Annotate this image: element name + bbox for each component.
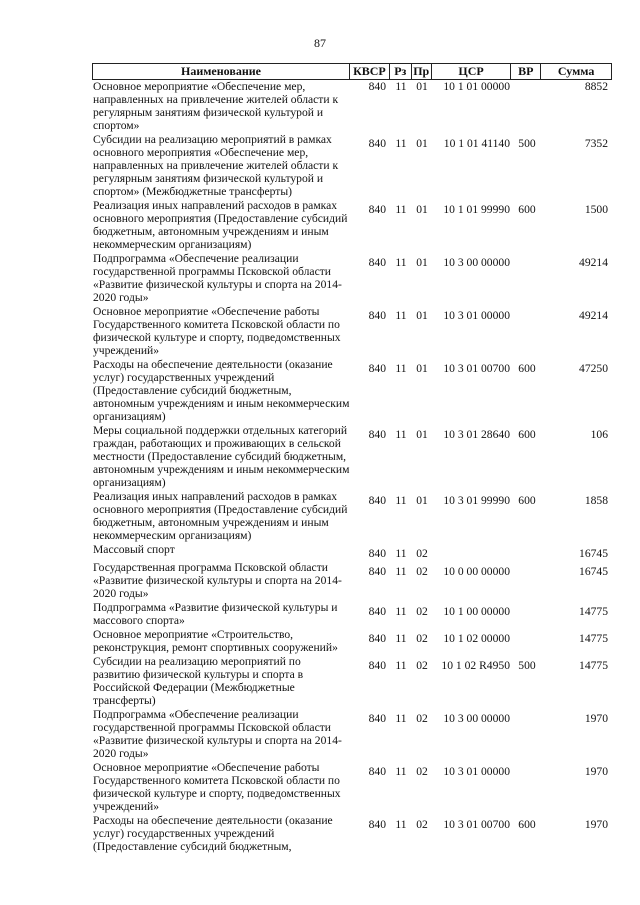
page-number: 87 bbox=[314, 36, 326, 50]
table-body bbox=[92, 80, 612, 853]
cell-csr: 10 0 00 00000 bbox=[443, 565, 510, 578]
header-vr: ВР bbox=[511, 64, 541, 79]
cell-name: Расходы на обеспечение деятельности (оказание услуг) государственных учреждений (Предоставление субсидий бюджетным, автономным учреждениям и иным некоммерческим организациям) bbox=[93, 358, 350, 423]
cell-kvsr: 840 bbox=[368, 203, 386, 216]
cell-rz: 11 bbox=[395, 712, 407, 725]
header-pr: Пр bbox=[412, 64, 432, 79]
cell-vr bbox=[512, 628, 542, 654]
cell-vr: 600 bbox=[518, 818, 536, 831]
cell-vr bbox=[512, 305, 542, 357]
cell-pr: 01 bbox=[416, 203, 428, 216]
cell-pr: 01 bbox=[416, 428, 428, 441]
cell-vr: 600 bbox=[518, 428, 536, 441]
cell-rz: 11 bbox=[395, 362, 407, 375]
cell-csr: 10 3 00 00000 bbox=[443, 256, 510, 269]
cell-sum: 49214 bbox=[579, 309, 608, 322]
cell-pr: 02 bbox=[416, 565, 428, 578]
cell-rz: 11 bbox=[395, 818, 407, 831]
table-header bbox=[92, 63, 612, 80]
cell-kvsr: 840 bbox=[368, 494, 386, 507]
table-row bbox=[92, 358, 612, 423]
cell-csr: 10 1 02 00000 bbox=[443, 632, 510, 645]
cell-kvsr: 840 bbox=[368, 362, 386, 375]
cell-csr bbox=[432, 543, 512, 560]
cell-pr: 01 bbox=[416, 256, 428, 269]
cell-name: Реализация иных направлений расходов в рамках основного мероприятия (Предоставление субсидий бюджетным, автономным учреждениям и иным некоммерческим организациям) bbox=[93, 490, 348, 542]
cell-csr: 10 1 00 00000 bbox=[443, 605, 510, 618]
cell-rz: 11 bbox=[395, 765, 407, 778]
cell-name: Подпрограмма «Обеспечение реализации государственной программы Псковской области «Развитие физической культуры и спорта на 2014-2020 годы» bbox=[93, 252, 342, 304]
cell-sum: 8852 bbox=[584, 80, 608, 93]
cell-pr: 02 bbox=[416, 765, 428, 778]
cell-rz: 11 bbox=[395, 203, 407, 216]
table-row bbox=[92, 490, 612, 542]
table-row bbox=[92, 80, 612, 132]
cell-pr: 02 bbox=[416, 605, 428, 618]
cell-vr bbox=[512, 543, 542, 560]
cell-kvsr: 840 bbox=[368, 765, 386, 778]
cell-vr bbox=[512, 601, 542, 627]
cell-sum: 47250 bbox=[579, 362, 608, 375]
cell-sum: 16745 bbox=[579, 565, 608, 578]
cell-vr bbox=[512, 80, 542, 132]
cell-vr: 500 bbox=[518, 137, 536, 150]
cell-pr: 02 bbox=[416, 659, 428, 672]
cell-kvsr: 840 bbox=[368, 565, 386, 578]
cell-sum: 7352 bbox=[584, 137, 608, 150]
cell-pr: 01 bbox=[416, 80, 428, 93]
cell-csr: 10 3 01 99990 bbox=[443, 494, 510, 507]
cell-kvsr: 840 bbox=[368, 256, 386, 269]
cell-vr: 600 bbox=[518, 494, 536, 507]
cell-name: Основное мероприятие «Обеспечение работы Государственного комитета Псковской области по физической культуре и спорту, подведомственных учреждений» bbox=[93, 305, 341, 357]
cell-pr: 01 bbox=[416, 494, 428, 507]
cell-rz: 11 bbox=[395, 494, 407, 507]
budget-table bbox=[92, 63, 612, 854]
table-row bbox=[92, 761, 612, 813]
cell-kvsr: 840 bbox=[368, 818, 386, 831]
cell-sum: 1970 bbox=[584, 818, 608, 831]
cell-name: Основное мероприятие «Строительство, реконструкция, ремонт спортивных сооружений» bbox=[93, 628, 338, 654]
cell-kvsr: 840 bbox=[368, 80, 386, 93]
cell-sum: 1970 bbox=[584, 765, 608, 778]
cell-pr: 02 bbox=[416, 547, 428, 560]
table-row bbox=[92, 655, 612, 707]
cell-rz: 11 bbox=[395, 547, 407, 560]
cell-rz: 11 bbox=[395, 428, 407, 441]
header-name: Наименование bbox=[93, 64, 350, 79]
table-row bbox=[92, 708, 612, 760]
cell-sum: 14775 bbox=[579, 659, 608, 672]
cell-kvsr: 840 bbox=[368, 659, 386, 672]
table-row bbox=[92, 601, 612, 627]
table-row bbox=[92, 199, 612, 251]
cell-sum: 1970 bbox=[584, 712, 608, 725]
table-row bbox=[92, 252, 612, 304]
cell-name: Субсидии на реализацию мероприятий в рамках основного мероприятия «Обеспечение мер, направленных на привлечение жителей области к регулярным занятиям физической культурой и спортом» (Межбюджетные трансферты) bbox=[93, 133, 339, 198]
table-row bbox=[92, 814, 612, 853]
cell-csr: 10 3 01 00000 bbox=[443, 765, 510, 778]
table-row bbox=[92, 561, 612, 600]
cell-rz: 11 bbox=[395, 137, 407, 150]
cell-pr: 01 bbox=[416, 309, 428, 322]
cell-kvsr: 840 bbox=[368, 547, 386, 560]
cell-pr: 02 bbox=[416, 632, 428, 645]
cell-rz: 11 bbox=[395, 632, 407, 645]
cell-kvsr: 840 bbox=[368, 309, 386, 322]
cell-vr bbox=[512, 708, 542, 760]
cell-name: Подпрограмма «Обеспечение реализации государственной программы Псковской области «Развитие физической культуры и спорта на 2014-2020 годы» bbox=[93, 708, 342, 760]
cell-vr bbox=[512, 761, 542, 813]
cell-name: Массовый спорт bbox=[93, 543, 175, 556]
cell-vr bbox=[512, 561, 542, 600]
cell-kvsr: 840 bbox=[368, 632, 386, 645]
cell-csr: 10 1 01 99990 bbox=[443, 203, 510, 216]
cell-vr: 600 bbox=[518, 203, 536, 216]
cell-csr: 10 3 01 28640 bbox=[443, 428, 510, 441]
cell-kvsr: 840 bbox=[368, 137, 386, 150]
cell-name: Реализация иных направлений расходов в рамках основного мероприятия (Предоставление субсидий бюджетным, автономным учреждениям и иным некоммерческим организациям) bbox=[93, 199, 348, 251]
table-row bbox=[92, 133, 612, 198]
cell-name: Основное мероприятие «Обеспечение работы Государственного комитета Псковской области по физической культуре и спорту, подведомственных учреждений» bbox=[93, 761, 341, 813]
cell-sum: 49214 bbox=[579, 256, 608, 269]
header-kvsr: КВСР bbox=[350, 64, 390, 79]
table-row bbox=[92, 543, 612, 560]
cell-rz: 11 bbox=[395, 605, 407, 618]
cell-csr: 10 1 01 00000 bbox=[443, 80, 510, 93]
header-sum: Сумма bbox=[557, 64, 595, 78]
cell-csr: 10 3 01 00700 bbox=[443, 818, 510, 831]
cell-rz: 11 bbox=[395, 565, 407, 578]
cell-kvsr: 840 bbox=[368, 428, 386, 441]
cell-sum: 14775 bbox=[579, 605, 608, 618]
cell-csr: 10 3 01 00700 bbox=[443, 362, 510, 375]
table-row bbox=[92, 305, 612, 357]
cell-name: Государственная программа Псковской области «Развитие физической культуры и спорта на 2014-2020 годы» bbox=[93, 561, 342, 600]
cell-csr: 10 1 01 41140 bbox=[443, 137, 510, 150]
cell-sum: 14775 bbox=[579, 632, 608, 645]
cell-csr: 10 1 02 R4950 bbox=[441, 659, 510, 672]
cell-pr: 01 bbox=[416, 137, 428, 150]
cell-name: Подпрограмма «Развитие физической культуры и массового спорта» bbox=[93, 601, 338, 627]
cell-sum: 16745 bbox=[579, 547, 608, 560]
cell-kvsr: 840 bbox=[368, 605, 386, 618]
cell-pr: 02 bbox=[416, 818, 428, 831]
cell-rz: 11 bbox=[395, 256, 407, 269]
cell-vr: 600 bbox=[518, 362, 536, 375]
header-csr: ЦСР bbox=[432, 64, 512, 79]
cell-pr: 02 bbox=[416, 712, 428, 725]
cell-pr: 01 bbox=[416, 362, 428, 375]
cell-csr: 10 3 01 00000 bbox=[443, 309, 510, 322]
cell-sum: 1500 bbox=[584, 203, 608, 216]
cell-kvsr: 840 bbox=[368, 712, 386, 725]
header-rz: Рз bbox=[390, 64, 412, 79]
cell-sum: 106 bbox=[590, 428, 608, 441]
cell-rz: 11 bbox=[395, 659, 407, 672]
cell-name: Основное мероприятие «Обеспечение мер, направленных на привлечение жителей области к регулярным занятиям физической культурой и спортом» bbox=[93, 80, 339, 132]
cell-name: Меры социальной поддержки отдельных категорий граждан, работающих и проживающих в сельской местности (Предоставление субсидий бюджетным, автономным учреждениям и иным некоммерческим организациям) bbox=[93, 424, 350, 489]
table-row bbox=[92, 424, 612, 489]
cell-rz: 11 bbox=[395, 80, 407, 93]
cell-rz: 11 bbox=[395, 309, 407, 322]
table-row bbox=[92, 628, 612, 654]
cell-sum: 1858 bbox=[584, 494, 608, 507]
cell-name: Субсидии на реализацию мероприятий по развитию физической культуры и спорта в Российской Федерации (Межбюджетные трансферты) bbox=[93, 655, 304, 707]
cell-csr: 10 3 00 00000 bbox=[443, 712, 510, 725]
cell-name: Расходы на обеспечение деятельности (оказание услуг) государственных учреждений (Предоставление субсидий бюджетным, bbox=[93, 814, 333, 853]
cell-vr bbox=[512, 252, 542, 304]
cell-vr: 500 bbox=[518, 659, 536, 672]
